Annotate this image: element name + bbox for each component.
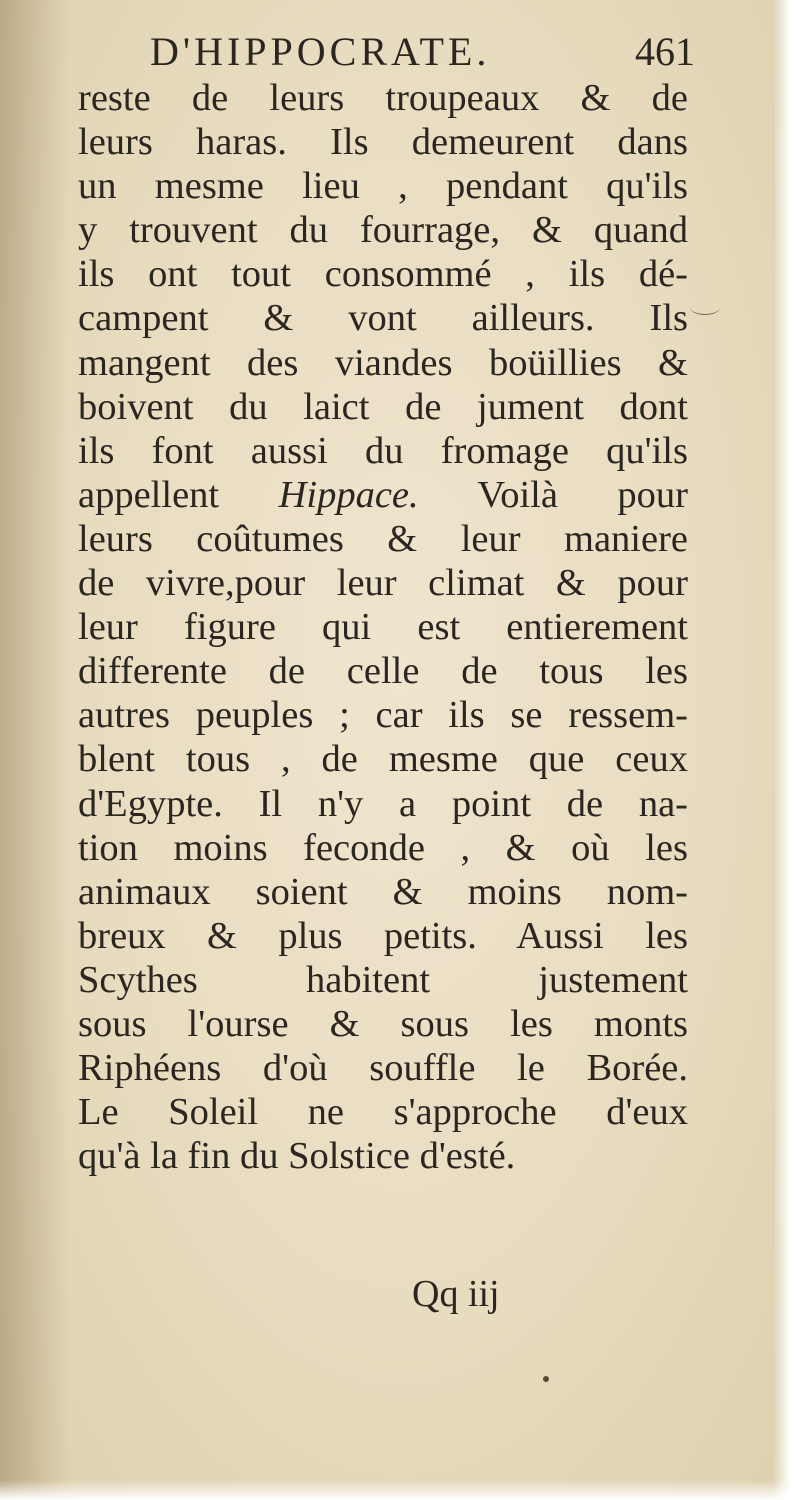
text-line: de vivre,pour leur climat & pour [78, 562, 688, 605]
text-segment: Voilà pour [418, 473, 688, 516]
text-line: leurs coûtumes & leur maniere [78, 517, 688, 560]
text-line: reste de leurs troupeaux & de [78, 77, 688, 119]
text-line: qu'à la fin du Solstice d'esté. [78, 1135, 516, 1178]
text-line: sous l'ourse & sous les monts [78, 1002, 688, 1045]
text-line: y trouvent du fourrage, & quand [78, 209, 688, 252]
text-segment: appellent [78, 473, 279, 516]
ink-mark [690, 300, 720, 315]
text-line: blent tous , de mesme que ceux [78, 738, 688, 781]
italic-word: Hippace. [278, 473, 419, 516]
text-line: mangent des viandes boüillies & [78, 341, 688, 384]
text-line-mixed [78, 473, 688, 517]
gutter-shadow [0, 0, 70, 1500]
running-title: D'HIPPOCRATE. [150, 29, 491, 74]
page-number: 461 [635, 29, 695, 74]
text-line: ils ont tout consommé , ils dé- [78, 253, 688, 296]
text-line: Riphéens d'où souffle le Borée. [78, 1047, 688, 1090]
page-edge-bottom [0, 1480, 800, 1500]
body-text [78, 76, 688, 1178]
text-line: leur figure qui est entierement [78, 606, 688, 649]
text-line: leurs haras. Ils demeurent dans [78, 121, 688, 164]
signature-mark: Qq iij [412, 1273, 500, 1315]
text-line: Le Soleil ne s'approche d'eux [78, 1091, 688, 1134]
text-line: boivent du laict de jument dont [78, 385, 688, 428]
text-line: animaux soient & moins nom- [78, 870, 688, 913]
text-line: autres peuples ; car ils se ressem- [78, 694, 688, 737]
text-line: Scythes habitent justement [78, 958, 688, 1001]
text-line: campent & vont ailleurs. Ils [78, 297, 688, 340]
text-line: differente de celle de tous les [78, 650, 688, 693]
text-line: d'Egypte. Il n'y a point de na- [78, 782, 688, 825]
text-line: tion moins feconde , & où les [78, 826, 688, 869]
text-line: un mesme lieu , pendant qu'ils [78, 165, 688, 208]
text-line: breux & plus petits. Aussi les [78, 914, 688, 957]
text-line: ils font aussi du fromage qu'ils [78, 429, 688, 472]
ink-fleck [543, 1376, 549, 1382]
page-edge-right [772, 0, 800, 1500]
